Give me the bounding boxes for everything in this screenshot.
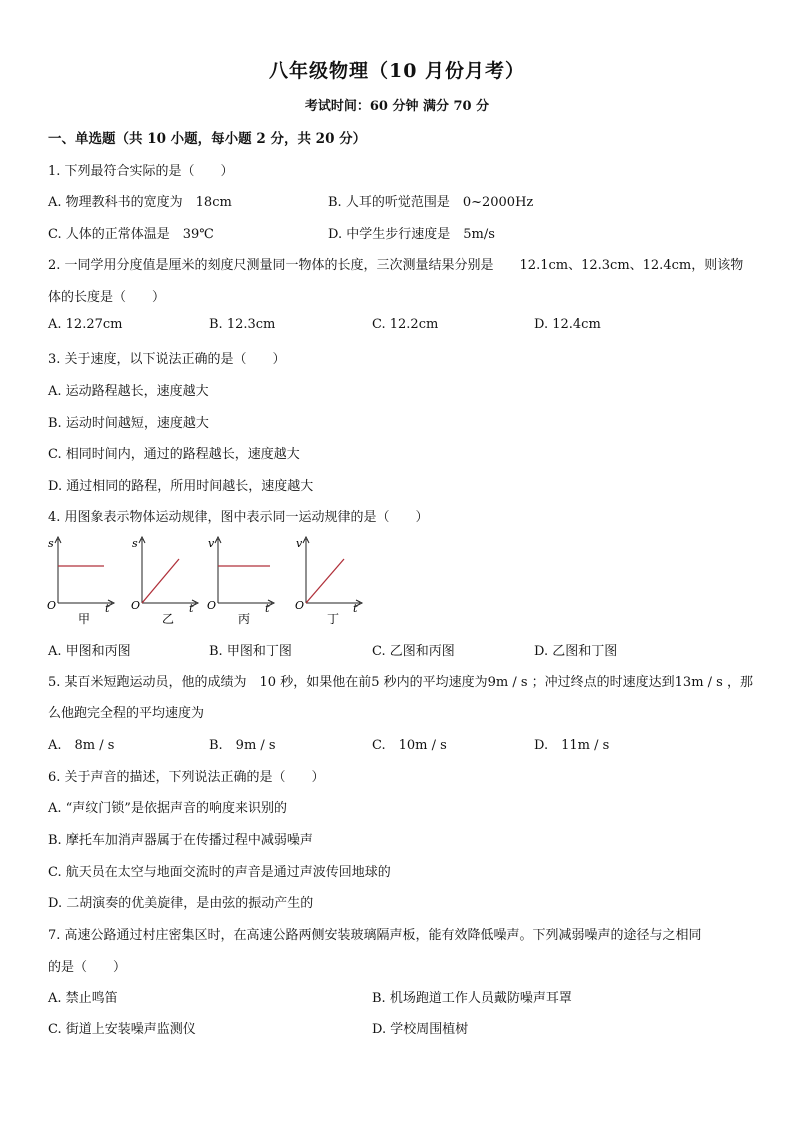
q1-option-a: A. 物理教科书的宽度为 18cm: [48, 195, 232, 210]
graph-ding-origin: O: [295, 599, 305, 612]
q6-stem: 6. 关于声音的描述，下列说法正确的是（ ）: [48, 770, 325, 785]
graph-yi-line: [142, 559, 179, 603]
q6-option-b: B. 摩托车加消声器属于在传播过程中减弱噪声: [48, 833, 313, 848]
q1-option-b: B. 人耳的听觉范围是 0~2000Hz: [328, 195, 534, 210]
graph-yi-origin: O: [131, 599, 141, 612]
graph-bing-origin: O: [207, 599, 217, 612]
graph-yi-caption: 乙: [162, 612, 175, 626]
q3-option-d: D. 通过相同的路程，所用时间越长，速度越大: [48, 479, 314, 494]
graph-yi: [131, 537, 198, 626]
q7-option-c: C. 街道上安装噪声监测仪: [48, 1022, 196, 1037]
section-heading: 一、单选题（共 10 小题，每小题 2 分，共 20 分）: [48, 131, 367, 147]
q7-stem-line2: 的是（ ）: [48, 960, 127, 975]
graph-bing-caption: 丙: [238, 612, 251, 626]
graph-jia-caption: 甲: [78, 612, 91, 626]
q4-option-a: A. 甲图和丙图: [48, 644, 131, 659]
graph-ding-y-label: v: [296, 537, 303, 550]
q4-motion-graphs: [44, 533, 384, 633]
q1-option-d: D. 中学生步行速度是 5m/s: [328, 227, 495, 242]
graph-bing: [207, 537, 274, 626]
q2-stem-line1: 2. 一同学用分度值是厘米的刻度尺测量同一物体的长度，三次测量结果分别是 12.1cm、12.3cm、12.4cm，则该物: [48, 258, 744, 273]
q4-option-b: B. 甲图和丁图: [209, 644, 292, 659]
q5-stem-line1: 5. 某百米短跑运动员，他的成绩为 10 秒，如果他在前5 秒内的平均速度为9m / s ；冲过终点的时速度达到13m / s ，那: [48, 675, 753, 690]
graph-ding-x-label: t: [353, 602, 358, 615]
q5-option-b: B. 9m / s: [209, 738, 276, 753]
q5-option-d: D. 11m / s: [534, 738, 610, 753]
q1-stem: 1. 下列最符合实际的是（ ）: [48, 164, 234, 179]
q4-stem: 4. 用图象表示物体运动规律，图中表示同一运动规律的是（ ）: [48, 510, 429, 525]
q6-option-d: D. 二胡演奏的优美旋律，是由弦的振动产生的: [48, 896, 314, 911]
q7-option-b: B. 机场跑道工作人员戴防噪声耳罩: [372, 991, 572, 1006]
graph-bing-x-label: t: [265, 602, 270, 615]
q2-option-b: B. 12.3cm: [209, 317, 276, 332]
exam-title: 八年级物理（10 月份月考）: [268, 60, 526, 82]
q3-option-c: C. 相同时间内，通过的路程越长，速度越大: [48, 447, 300, 462]
q2-stem-line2: 体的长度是（ ）: [48, 290, 166, 305]
graph-jia-y-label: s: [48, 537, 54, 550]
graph-ding-line: [306, 559, 344, 603]
exam-subtitle: 考试时间：60 分钟 满分 70 分: [304, 99, 490, 114]
q7-option-d: D. 学校周围植树: [372, 1022, 469, 1037]
q7-option-a: A. 禁止鸣笛: [48, 991, 118, 1006]
q4-option-d: D. 乙图和丁图: [534, 644, 618, 659]
q2-option-d: D. 12.4cm: [534, 317, 601, 332]
graph-jia: [47, 537, 114, 626]
q4-option-c: C. 乙图和丙图: [372, 644, 455, 659]
q5-stem-line2: 么他跑完全程的平均速度为: [48, 706, 205, 721]
graph-jia-x-label: t: [105, 602, 110, 615]
graph-ding-caption: 丁: [327, 612, 340, 626]
q7-stem-line1: 7. 高速公路通过村庄密集区时，在高速公路两侧安装玻璃隔声板，能有效降低噪声。下列减弱噪声的途径与之相同: [48, 928, 702, 943]
q3-option-a: A. 运动路程越长，速度越大: [48, 384, 209, 399]
q5-option-c: C. 10m / s: [372, 738, 447, 753]
q5-option-a: A. 8m / s: [48, 738, 115, 753]
graph-jia-origin: O: [47, 599, 57, 612]
q6-option-c: C. 航天员在太空与地面交流时的声音是通过声波传回地球的: [48, 865, 391, 880]
q6-option-a: A. “声纹门锁”是依据声音的响度来识别的: [48, 801, 287, 816]
q2-option-c: C. 12.2cm: [372, 317, 439, 332]
q3-stem: 3. 关于速度，以下说法正确的是（ ）: [48, 352, 286, 367]
graph-yi-y-label: s: [132, 537, 138, 550]
q2-option-a: A. 12.27cm: [48, 317, 123, 332]
q3-option-b: B. 运动时间越短，速度越大: [48, 416, 209, 431]
q1-option-c: C. 人体的正常体温是 39℃: [48, 227, 214, 242]
graph-bing-y-label: v: [208, 537, 215, 550]
graph-ding: [295, 537, 362, 626]
graph-yi-x-label: t: [189, 602, 194, 615]
